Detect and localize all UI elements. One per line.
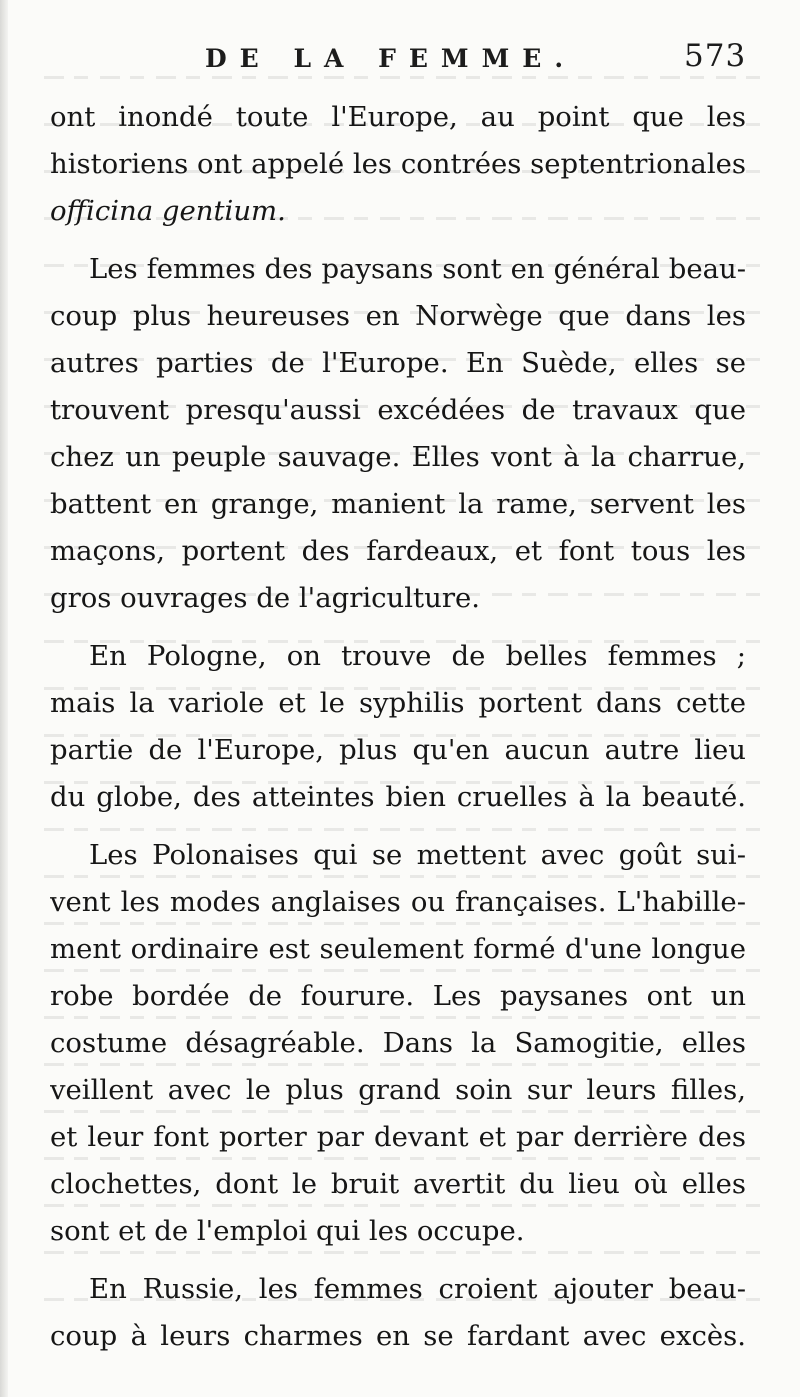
text-line: partie de l'Europe, plus qu'en aucun autre lieu [50, 734, 746, 766]
text-line: En Pologne, on trouve de belles femmes ; [89, 640, 746, 672]
text-line: historiens ont appelé les contrées septentrionales [50, 148, 746, 180]
text-line: officina gentium. [50, 195, 286, 227]
text-line: Les femmes des paysans sont en général beau- [89, 253, 746, 285]
text-line: veillent avec le plus grand soin sur leurs filles, [50, 1074, 746, 1106]
text-line: et leur font porter par devant et par derrière des [50, 1121, 746, 1153]
text-line: trouvent presqu'aussi excédées de travaux que [50, 394, 746, 426]
text-line: battent en grange, manient la rame, servent les [50, 488, 746, 520]
text-line: gros ouvrages de l'agriculture. [50, 582, 480, 614]
running-title: DE LA FEMME. [205, 44, 577, 73]
text-line: Les Polonaises qui se mettent avec goût sui- [89, 839, 746, 871]
text-line: mais la variole et le syphilis portent dans cette [50, 687, 746, 719]
text-line: chez un peuple sauvage. Elles vont à la charrue, [50, 441, 746, 473]
text-line: coup à leurs charmes en se fardant avec excès. [50, 1320, 746, 1352]
text-line: du globe, des atteintes bien cruelles à la beauté. [50, 781, 746, 813]
page-edge-shadow [0, 0, 8, 1397]
text-line: clochettes, dont le bruit avertit du lieu où elles [50, 1168, 746, 1200]
text-line: costume désagréable. Dans la Samogitie, elles [50, 1027, 746, 1059]
body-text [50, 94, 746, 1360]
text-line: maçons, portent des fardeaux, et font tous les [50, 535, 746, 567]
text-line: ment ordinaire est seulement formé d'une longue [50, 933, 746, 965]
page-number: 573 [684, 38, 747, 74]
text-line: En Russie, les femmes croient ajouter beau- [89, 1273, 746, 1305]
text-line: autres parties de l'Europe. En Suède, elles se [50, 347, 746, 379]
text-line: vent les modes anglaises ou françaises. L'habille- [50, 886, 746, 918]
text-line: ont inondé toute l'Europe, au point que les [50, 101, 746, 133]
text-line: robe bordée de fourure. Les paysanes ont un [50, 980, 746, 1012]
text-line: sont et de l'emploi qui les occupe. [50, 1215, 525, 1247]
text-line: coup plus heureuses en Norwège que dans les [50, 300, 746, 332]
